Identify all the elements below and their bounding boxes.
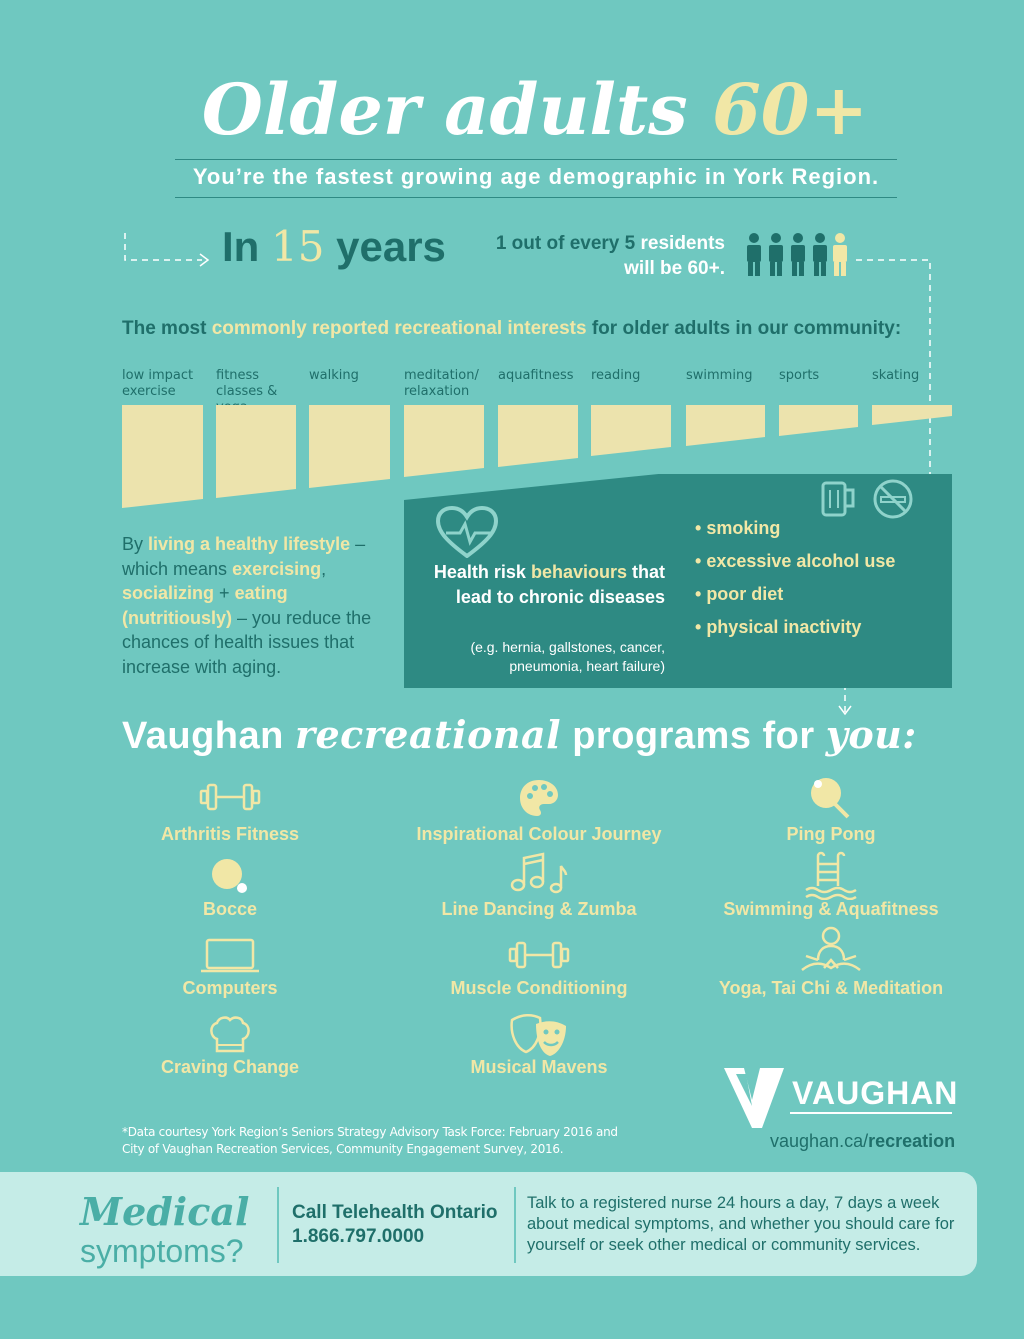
interests-heading: The most commonly reported recreational interests for older adults in our community: (122, 318, 902, 339)
logo-underline (790, 1112, 952, 1116)
telehealth-description: Talk to a registered nurse 24 hours a day, 7 days a week about medical symptoms, and whether you should care for yourself or seek other medical or community services. (527, 1194, 955, 1254)
interest-label: meditation/ relaxation (404, 368, 479, 399)
interest-bar (404, 405, 484, 477)
interest-bar (309, 405, 390, 488)
health-risk-examples: (e.g. hernia, gallstones, cancer, pneumonia, heart failure) (470, 639, 665, 674)
health-risk-heading: Health risk behaviours that lead to chronic diseases (433, 562, 665, 607)
interest-bar (122, 405, 203, 508)
dumbbell-icon (508, 940, 570, 970)
people-icons (744, 232, 850, 278)
heart-rate-icon (436, 506, 498, 558)
telehealth-call: Call Telehealth Ontario 1.866.797.0000 (292, 1202, 498, 1247)
palette-icon (518, 778, 560, 818)
interest-bar (498, 405, 578, 467)
program-bocce: Bocce (202, 899, 258, 919)
program-musical-mavens: Musical Mavens (470, 1057, 608, 1077)
divider (514, 1187, 516, 1263)
interest-bar (872, 405, 952, 425)
interest-bar (686, 405, 765, 446)
program-arthritis-fitness: Arthritis Fitness (160, 824, 300, 844)
divider (277, 1187, 279, 1263)
programs-heading: Vaughan recreational programs for you: (122, 712, 917, 757)
program-craving-change: Craving Change (160, 1057, 300, 1077)
risk-item: • physical inactivity (695, 617, 862, 637)
program-swimming-aquafitness: Swimming & Aquafitness (723, 899, 939, 919)
interest-bar (591, 405, 671, 456)
interest-label: fitness classes & (216, 368, 278, 399)
meditation-icon (798, 926, 864, 978)
vaughan-logo: VAUGHAN (792, 1075, 959, 1111)
risk-item: • smoking (695, 518, 781, 538)
data-source-note: *Data courtesy York Region’s Seniors Strategy Advisory Task Force: February 2016 and City of Vaughan Recreation Services, Community Engagement Survey, 2016. (122, 1125, 618, 1156)
lifestyle-text: By living a healthy lifestyle – which means exercising, socializing + eating (nutritiously) – you reduce the chances of health issues that increase with aging. (122, 534, 372, 677)
ping-pong-icon (808, 776, 854, 820)
risk-item: • poor diet (695, 584, 784, 604)
website-url[interactable]: vaughan.ca/recreation (770, 1131, 956, 1151)
bocce-ball-icon (209, 857, 251, 895)
theatre-masks-icon (508, 1012, 570, 1058)
medical-subheading: symptoms? (80, 1233, 244, 1269)
program-yoga-tai-chi-meditation: Yoga, Tai Chi & Meditation (718, 978, 944, 998)
telehealth-phone[interactable]: 1.866.797.0000 (292, 1226, 425, 1247)
projection-ratio: 1 out of every 5 residents will be 60+. (495, 233, 725, 279)
interest-label: skating (872, 368, 920, 383)
page-title: Older adults 60+ (201, 68, 869, 151)
projection-heading: In 15 years (222, 222, 446, 271)
laptop-icon (199, 937, 261, 975)
chef-hat-icon (207, 1015, 253, 1055)
interest-bar (779, 405, 858, 436)
person-icon (791, 233, 805, 276)
interest-label: reading (591, 368, 641, 383)
program-computers: Computers (182, 978, 278, 998)
interest-label: aquafitness (498, 368, 574, 383)
person-icon (769, 233, 783, 276)
interest-bar (216, 405, 296, 498)
program-inspirational-colour-journey: Inspirational Colour Journey (416, 824, 662, 844)
risk-list (695, 512, 895, 644)
music-notes-icon (510, 852, 568, 894)
dumbbell-icon (199, 782, 261, 812)
medical-heading: Medical (80, 1189, 250, 1234)
program-ping-pong: Ping Pong (786, 824, 876, 844)
person-icon (747, 233, 761, 276)
vaughan-logo-icon (722, 1060, 794, 1132)
interest-label: sports (779, 368, 820, 383)
subtitle: You’re the fastest growing age demographic in York Region. (192, 164, 880, 189)
program-line-dancing-zumba: Line Dancing & Zumba (441, 899, 637, 919)
person-highlight-icon (833, 233, 847, 276)
interest-label: low impact exercise (122, 368, 194, 399)
program-muscle-conditioning: Muscle Conditioning (450, 978, 628, 998)
risk-item: • excessive alcohol use (695, 551, 896, 571)
person-icon (813, 233, 827, 276)
interest-label: swimming (686, 368, 753, 383)
pool-ladder-icon (804, 850, 858, 900)
interest-label: walking (309, 368, 359, 383)
